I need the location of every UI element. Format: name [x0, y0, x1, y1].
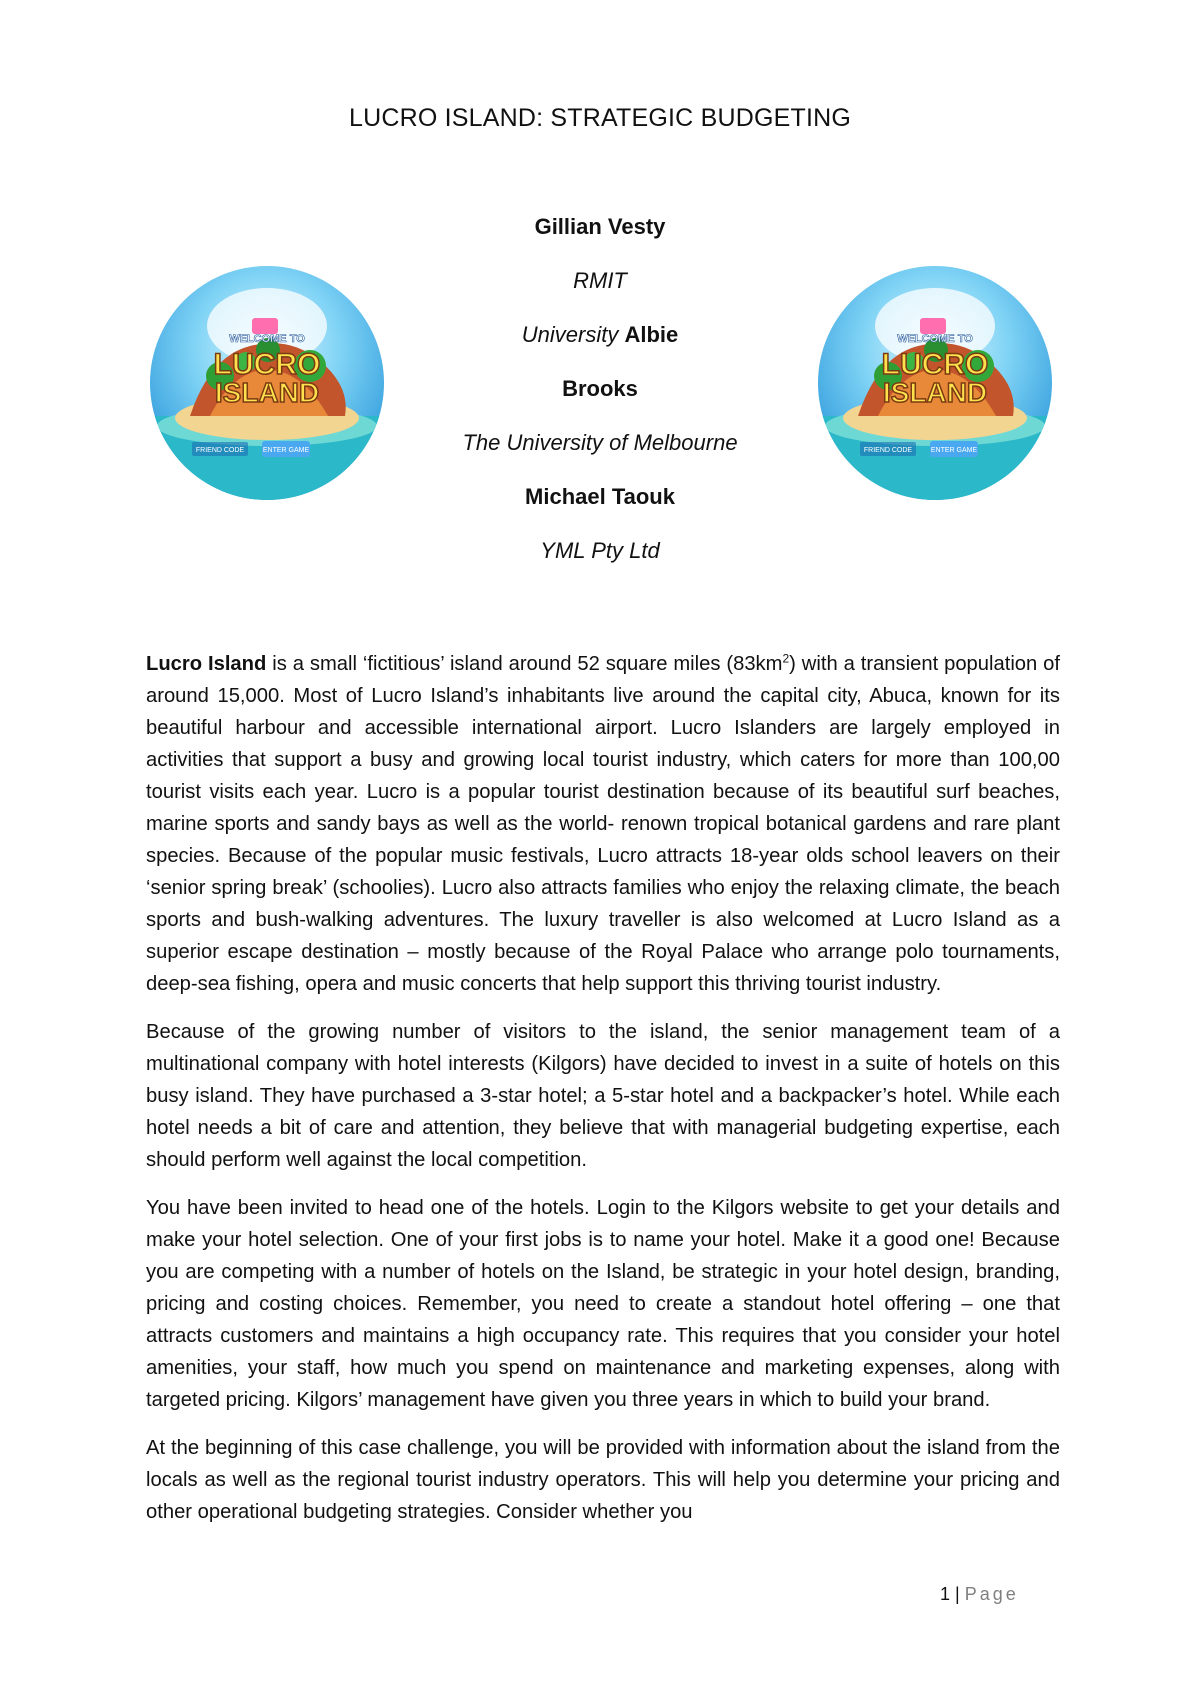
page-separator: | [955, 1584, 960, 1604]
author-block [400, 212, 800, 590]
paragraph: You have been invited to head one of the hotels. Login to the Kilgors website to get your details and make your hotel selection. One of your first jobs is to name your hotel. Make it a good one! Because you are competing with a number of hotels on the Island, be strategic in your hotel design, branding, pricing and costing choices. Remember, you need to create a standout hotel offering – one that attracts customers and maintains a high occupancy rate. This requires that you consider your hotel amenities, your staff, how much you spend on maintenance and marketing expenses, along with targeted pricing. Kilgors’ management have given you three years in which to build your brand. [146, 1197, 1060, 1411]
author-name: Albie [624, 322, 679, 347]
logo-word-lucro: LUCRO [213, 348, 321, 381]
author-name: Brooks [562, 376, 638, 401]
logo-word-lucro: LUCRO [881, 348, 989, 381]
lucro-island-logo-right [818, 266, 1052, 500]
author-name: Michael Taouk [525, 484, 675, 509]
author-affiliation: RMIT [573, 268, 627, 293]
page-label: Page [964, 1584, 1019, 1604]
superscript: 2 [782, 651, 790, 666]
logo-word-island: ISLAND [214, 377, 320, 408]
paragraph: Because of the growing number of visitors to the island, the senior management team of a multinational company with hotel interests (Kilgors) have decided to invest in a suite of hotels on this busy island. They have purchased a 3-star hotel; a 5-star hotel and a backpacker’s hotel. While each hotel needs a bit of care and attention, they believe that with managerial budgeting expertise, each should perform well against the local competition. [146, 1021, 1060, 1171]
logo-word-island: ISLAND [882, 377, 988, 408]
author-affiliation: University [521, 322, 619, 347]
author-affiliation: The University of Melbourne [462, 430, 738, 455]
paragraph: At the beginning of this case challenge, you will be provided with information about the island from the locals as well as the regional tourist industry operators. This will help you determine your pricing and other operational budgeting strategies. Consider whether you [146, 1437, 1060, 1523]
logo-friend-code: FRIEND CODE [195, 447, 245, 454]
author-affiliation: YML Pty Ltd [540, 538, 660, 563]
paragraph-text: ) with a transient population of around 15,000. Most of Lucro Island’s inhabitants live around the capital city, Abuca, known for its beautiful harbour and accessible international airport. Lucro Islanders are largely employed in activities that support a busy and growing local tourist industry, which caters for more than 100,00 tourist visits each year. Lucro is a popular tourist destination because of its beautiful surf beaches, marine sports and sandy bays as well as the world- renown tropical botanical gardens and rare plant species. Because of the popular music festivals, Lucro attracts 18-year olds school leavers on their ‘senior spring break’ (schoolies). Lucro also attracts families who enjoy the relaxing climate, the beach sports and bush-walking adventures. The luxury traveller is also welcomed at Lucro Island as a superior escape destination – mostly because of the Royal Palace who arrange polo tournaments, deep-sea fishing, opera and music concerts that help support this thriving tourist industry. [146, 653, 1061, 995]
author-name: Gillian Vesty [534, 214, 666, 239]
logo-friend-code: FRIEND CODE [863, 447, 913, 454]
page-number: 1 [940, 1584, 951, 1604]
page-footer [940, 1584, 1019, 1605]
logo-enter-game: ENTER GAME [930, 447, 978, 454]
logo-enter-game: ENTER GAME [262, 447, 310, 454]
logo-welcome-text: WELCOME TO [897, 333, 973, 345]
body-text [146, 648, 1060, 1544]
logo-welcome-text: WELCOME TO [229, 333, 305, 345]
paragraph-text: is a small ‘fictitious’ island around 52 square miles (83km [266, 653, 783, 675]
author-affiliation-line [400, 320, 800, 374]
paragraph [146, 648, 1060, 1000]
page-title: LUCRO ISLAND: STRATEGIC BUDGETING [348, 104, 852, 132]
lucro-island-logo-left [150, 266, 384, 500]
paragraph-lead: Lucro Island [146, 653, 267, 675]
